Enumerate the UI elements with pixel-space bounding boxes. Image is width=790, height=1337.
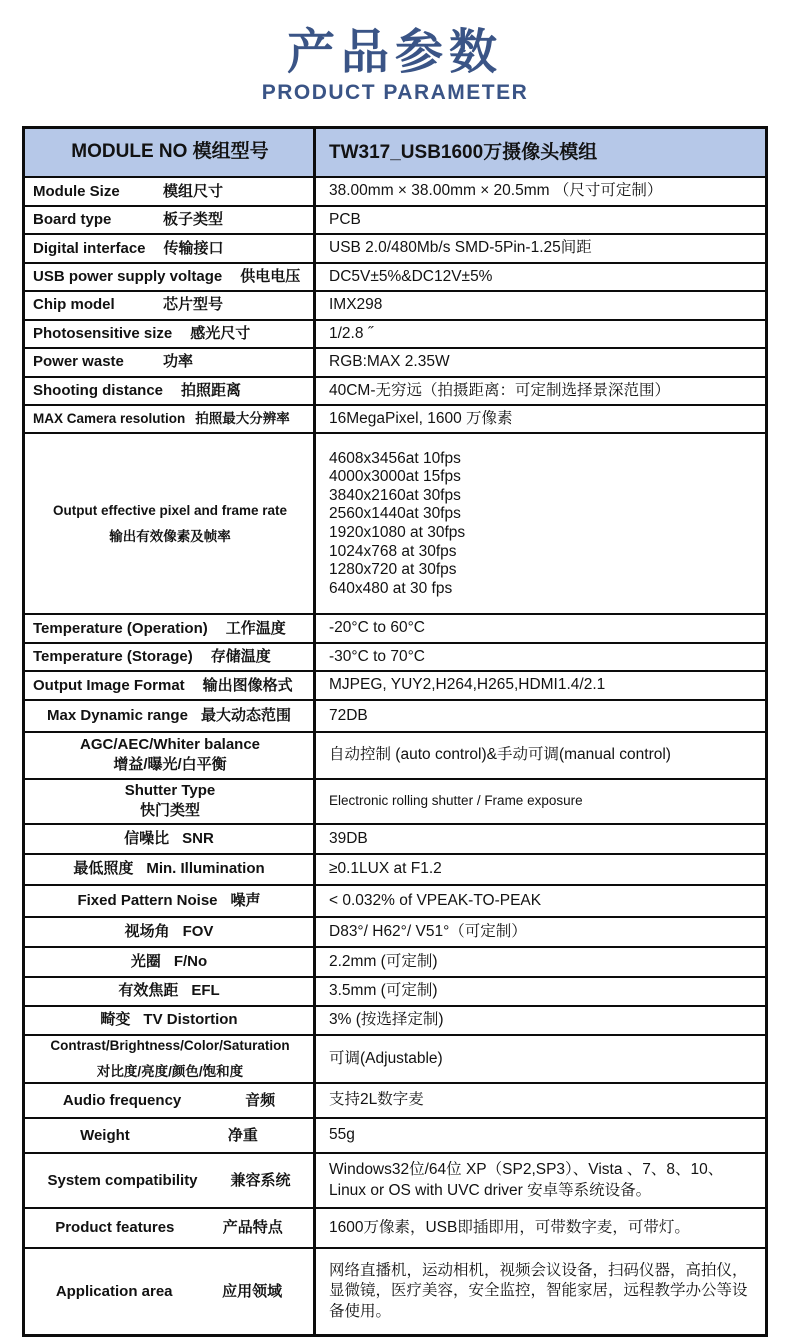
row-value: Windows32位/64位 XP（SP2,SP3）、Vista 、7、8、10、Linux or OS with UVC driver 安卓等系统设备。 xyxy=(329,1161,724,1199)
row-value: 72DB xyxy=(329,706,368,724)
row-value-line: 1920x1080 at 30fps xyxy=(329,523,466,541)
row-label-part: Temperature (Operation) xyxy=(33,619,208,637)
row-label xyxy=(25,406,316,432)
row-label-part: 感光尺寸 xyxy=(190,324,251,342)
row-value: -30°C to 70°C xyxy=(329,647,425,665)
row-label xyxy=(25,349,316,375)
row-label-part: F/No xyxy=(173,952,208,970)
row-value: USB 2.0/480Mb/s SMD-5Pin-1.25间距 xyxy=(329,239,592,257)
row-label xyxy=(25,978,316,1005)
row-value-line: 3840x2160at 30fps xyxy=(329,486,461,504)
row-value: 3.5mm (可定制) xyxy=(329,982,438,1000)
row-label-part: Module Size xyxy=(33,182,120,200)
row-label xyxy=(25,733,316,778)
row-label xyxy=(25,378,316,404)
row-label xyxy=(25,672,316,698)
row-label-part: Power waste xyxy=(33,353,124,371)
table-row xyxy=(25,823,765,853)
row-label-part: 光圈 xyxy=(130,952,161,970)
row-value: 16MegaPixel, 1600 万像素 xyxy=(329,410,513,428)
row-label-part: Contrast/Brightness/Color/Saturation xyxy=(50,1037,290,1053)
row-label-part: 存储温度 xyxy=(210,648,271,666)
row-label-part: 功率 xyxy=(163,353,194,371)
table-row xyxy=(25,642,765,670)
row-label-part: Output effective pixel and frame rate xyxy=(52,502,288,518)
row-label xyxy=(25,948,316,976)
row-label xyxy=(25,1036,316,1082)
row-label-part: Max Dynamic range xyxy=(47,706,188,724)
row-value: ≥0.1LUX at F1.2 xyxy=(329,860,442,878)
row-label-part: TV Distortion xyxy=(143,1011,238,1029)
row-label xyxy=(25,434,316,613)
table-row xyxy=(25,699,765,731)
row-value: < 0.032% of VPEAK-TO-PEAK xyxy=(329,891,542,909)
table-row xyxy=(25,976,765,1005)
table-row xyxy=(25,1117,765,1152)
row-label xyxy=(25,178,316,204)
row-value: 2.2mm (可定制) xyxy=(329,952,438,970)
row-label-part: 芯片型号 xyxy=(163,296,224,314)
row-label-part: 增益/曝光/白平衡 xyxy=(113,756,227,774)
row-label xyxy=(25,855,316,884)
table-row xyxy=(25,946,765,976)
row-label-part: 信噪比 xyxy=(124,829,170,847)
row-label xyxy=(25,1154,316,1207)
row-label-part: 音频 xyxy=(245,1091,276,1109)
row-value: PCB xyxy=(329,210,361,228)
row-label-part: System compatibility xyxy=(47,1171,198,1189)
table-row xyxy=(25,1207,765,1247)
table-row xyxy=(25,376,765,404)
row-label-part: Shooting distance xyxy=(33,381,164,399)
spec-table xyxy=(22,126,768,1337)
row-value-line: 4608x3456at 10fps xyxy=(329,449,461,467)
row-value xyxy=(316,434,765,613)
row-value-line: 640x480 at 30 fps xyxy=(329,579,453,597)
row-label xyxy=(25,825,316,853)
row-label-part: 有效焦距 xyxy=(118,982,179,1000)
row-value: -20°C to 60°C xyxy=(329,619,425,637)
row-label-part: 模组尺寸 xyxy=(163,182,224,200)
row-label-part: 供电电压 xyxy=(240,267,301,285)
table-row xyxy=(25,233,765,261)
table-header-row xyxy=(25,129,765,176)
row-label-part: MAX Camera resolution xyxy=(33,411,186,427)
row-label-part: 最大动态范围 xyxy=(200,706,291,724)
table-row xyxy=(25,1082,765,1117)
row-value: DC5V±5%&DC12V±5% xyxy=(329,267,493,285)
row-value: 39DB xyxy=(329,829,368,847)
row-label xyxy=(25,1209,316,1247)
table-row xyxy=(25,290,765,318)
table-row xyxy=(25,404,765,432)
row-label-part: Weight xyxy=(80,1126,130,1144)
table-row xyxy=(25,347,765,375)
table-row xyxy=(25,205,765,233)
row-label-part: 噪声 xyxy=(230,891,261,909)
row-label-part: Shutter Type xyxy=(124,782,216,800)
row-value-line: 4000x3000at 15fps xyxy=(329,468,461,486)
row-label xyxy=(25,615,316,641)
row-label xyxy=(25,1119,316,1152)
row-label-part: 板子类型 xyxy=(163,211,224,229)
row-value: MJPEG, YUY2,H264,H265,HDMI1.4/2.1 xyxy=(329,676,606,694)
row-label-part: USB power supply voltage xyxy=(33,267,223,285)
row-value: Electronic rolling shutter / Frame exposure xyxy=(329,793,583,809)
row-value: D83°/ H62°/ V51°（可定制） xyxy=(329,922,527,940)
row-label-part: Audio frequency xyxy=(62,1091,182,1109)
table-row xyxy=(25,1152,765,1207)
row-label xyxy=(25,918,316,946)
table-row xyxy=(25,853,765,884)
row-label-part: Product features xyxy=(55,1219,175,1237)
row-label-part: 对比度/亮度/颜色/饱和度 xyxy=(96,1064,244,1080)
row-label-part: 产品特点 xyxy=(222,1219,283,1237)
title-block xyxy=(0,0,790,105)
table-header-label: MODULE NO 模组型号 xyxy=(25,129,316,176)
page-title: 产品参数 xyxy=(286,26,503,79)
row-label-part: 兼容系统 xyxy=(230,1171,291,1189)
row-label xyxy=(25,207,316,233)
row-label-part: EFL xyxy=(191,982,220,1000)
row-label xyxy=(25,780,316,823)
row-label-part: Chip model xyxy=(33,296,115,314)
row-value-line: 2560x1440at 30fps xyxy=(329,505,461,523)
row-label-part: Board type xyxy=(33,211,112,229)
row-label-part: 工作温度 xyxy=(225,619,286,637)
table-row xyxy=(25,778,765,823)
table-row xyxy=(25,1005,765,1034)
table-row xyxy=(25,262,765,290)
row-label xyxy=(25,264,316,290)
row-value: 38.00mm × 38.00mm × 20.5mm （尺寸可定制） xyxy=(329,182,663,200)
row-label-part: 视场角 xyxy=(124,922,170,940)
table-row xyxy=(25,1247,765,1334)
table-row xyxy=(25,176,765,204)
row-label-part: 传输接口 xyxy=(163,239,224,257)
row-label xyxy=(25,644,316,670)
row-value: 支持2L数字麦 xyxy=(329,1091,424,1109)
row-value: 网络直播机，运动相机，视频会议设备，扫码仪器，高拍仪，显微镜，医疗美容，安全监控，智能家居，远程教学办公等设备使用。 xyxy=(329,1262,748,1320)
table-row xyxy=(25,319,765,347)
row-label-part: Photosensitive size xyxy=(33,324,173,342)
table-row xyxy=(25,432,765,613)
row-value: 可调(Adjustable) xyxy=(329,1049,443,1067)
row-label-part: 拍照距离 xyxy=(181,381,242,399)
row-label-part: 输出有效像素及帧率 xyxy=(109,528,231,544)
row-label-part: AGC/AEC/Whiter balance xyxy=(79,736,261,754)
table-row xyxy=(25,1034,765,1082)
row-label xyxy=(25,701,316,731)
spec-table-body xyxy=(25,176,765,1334)
row-label-part: 应用领域 xyxy=(222,1282,283,1300)
row-value: 1600万像素，USB即插即用，可带数字麦，可带灯。 xyxy=(329,1218,690,1236)
table-header-value: TW317_USB1600万摄像头模组 xyxy=(329,142,598,164)
page-subtitle: PRODUCT PARAMETER xyxy=(261,81,529,105)
row-value: RGB:MAX 2.35W xyxy=(329,353,450,371)
row-label-part: Temperature (Storage) xyxy=(33,648,193,666)
row-label-part: 拍照最大分辨率 xyxy=(195,411,290,427)
row-label xyxy=(25,886,316,916)
table-row xyxy=(25,613,765,641)
row-value: 55g xyxy=(329,1126,355,1144)
row-value: 1/2.8 ˝ xyxy=(329,324,373,342)
table-row xyxy=(25,884,765,916)
row-value: 3% (按选择定制) xyxy=(329,1011,444,1029)
row-label xyxy=(25,235,316,261)
table-row xyxy=(25,731,765,778)
table-row xyxy=(25,670,765,698)
row-label-part: 输出图像格式 xyxy=(202,676,293,694)
row-label-part: FOV xyxy=(182,922,214,940)
row-label-part: 最低照度 xyxy=(73,860,134,878)
row-label xyxy=(25,1084,316,1117)
row-label-part: Application area xyxy=(55,1282,173,1300)
row-label xyxy=(25,1007,316,1034)
row-label-part: Min. Illumination xyxy=(146,860,265,878)
row-value: IMX298 xyxy=(329,296,383,314)
row-label-part: 快门类型 xyxy=(139,802,200,820)
row-value-line: 1280x720 at 30fps xyxy=(329,561,457,579)
table-row xyxy=(25,916,765,946)
row-label-part: Output Image Format xyxy=(33,676,185,694)
row-label xyxy=(25,321,316,347)
row-label-part: Digital interface xyxy=(33,239,146,257)
row-value: 自动控制 (auto control)&手动可调(manual control) xyxy=(329,746,671,764)
row-label-part: Fixed Pattern Noise xyxy=(77,891,218,909)
row-label xyxy=(25,1249,316,1334)
row-label xyxy=(25,292,316,318)
row-value-line: 1024x768 at 30fps xyxy=(329,542,457,560)
row-label-part: SNR xyxy=(182,829,214,847)
row-value: 40CM-无穷远（拍摄距离：可定制选择景深范围） xyxy=(329,381,671,399)
row-label-part: 净重 xyxy=(227,1126,258,1144)
row-label-part: 畸变 xyxy=(100,1011,131,1029)
